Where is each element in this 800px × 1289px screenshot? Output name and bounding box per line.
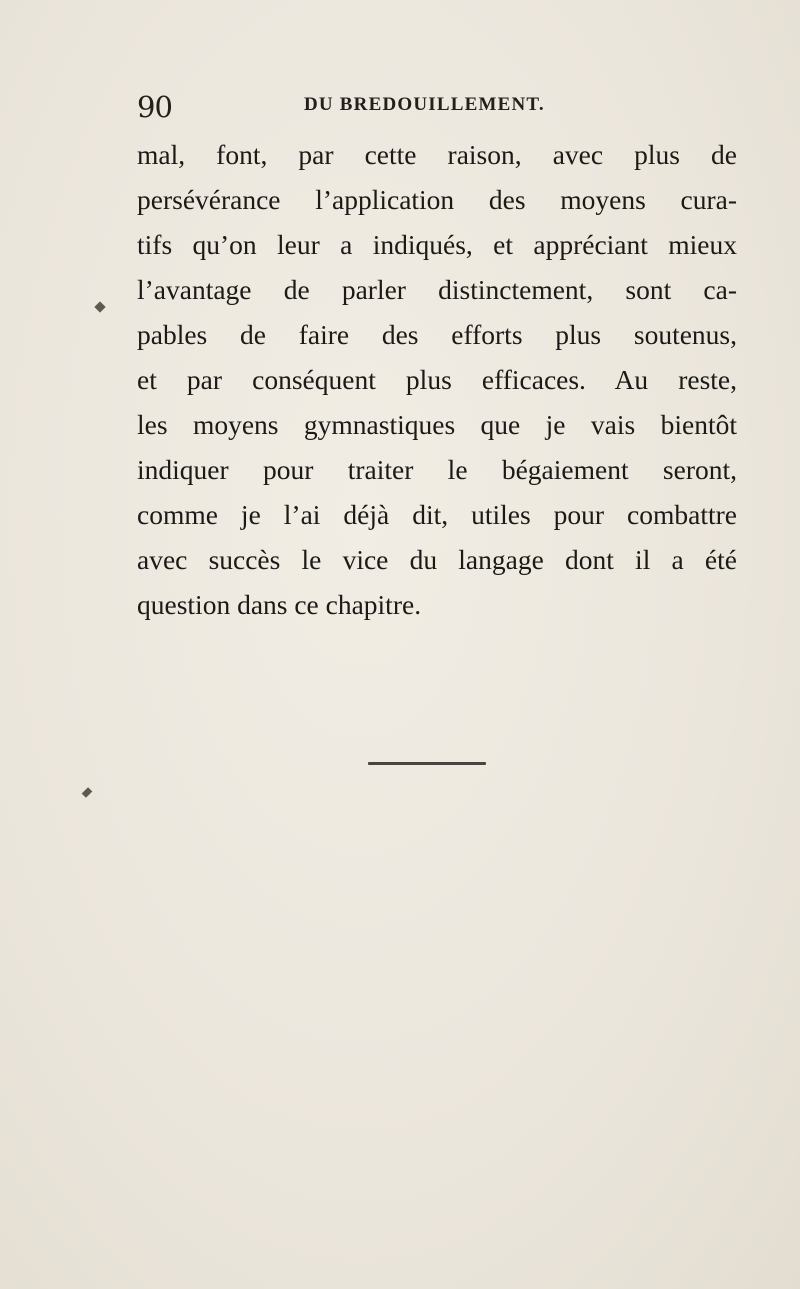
running-title: DU BREDOUILLEMENT. [304,94,545,115]
text-line: les moyens gymnastiques que je vais bientôt [137,409,737,440]
page-number: 90 [137,90,172,124]
text-line: persévérance l’application des moyens cura- [137,184,737,215]
decorative-rule [368,762,486,765]
text-line: tifs qu’on leur a indiqués, et appréciant mieux [137,229,737,260]
text-line: indiquer pour traiter le bégaiement seront, [137,454,737,485]
text-line-last: question dans ce chapitre. [137,589,422,620]
text-line: pables de faire des efforts plus soutenus, [137,319,737,350]
text-line: comme je l’ai déjà dit, utiles pour combattre [137,499,737,530]
margin-mark [82,787,93,798]
margin-mark [94,301,105,312]
text-line: l’avantage de parler distinctement, sont ca- [137,274,737,305]
body-paragraph [137,132,737,627]
running-head [137,90,737,126]
text-line: mal, font, par cette raison, avec plus de [137,139,737,170]
text-line: avec succès le vice du langage dont il a été [137,544,737,575]
text-line: et par conséquent plus efficaces. Au reste, [137,364,737,395]
